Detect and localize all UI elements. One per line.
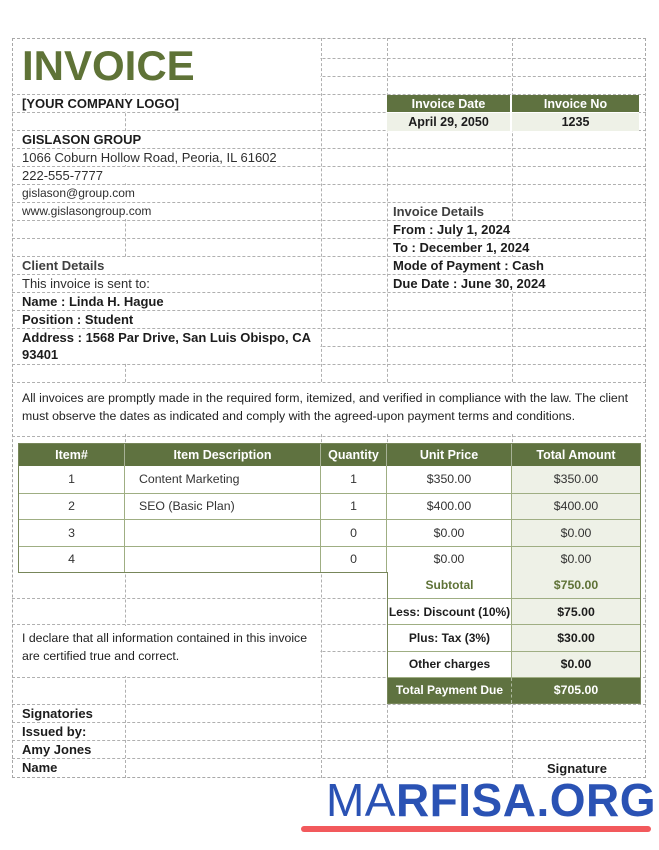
invoice-details-mode: Mode of Payment : Cash [388, 257, 645, 273]
col-header-quantity: Quantity [321, 444, 387, 466]
company-website: www.gislasongroup.com [13, 203, 320, 219]
item-quantity: 0 [321, 547, 387, 573]
company-address: 1066 Coburn Hollow Road, Peoria, IL 61602 [13, 149, 320, 165]
col-header-description: Item Description [125, 444, 321, 466]
table-row [19, 519, 640, 546]
item-unit-price: $400.00 [387, 494, 512, 520]
invoice-details-heading: Invoice Details [388, 203, 508, 219]
declaration-text: I declare that all information contained in this invoice are certified true and correct. [13, 626, 320, 676]
item-number: 1 [19, 466, 125, 493]
item-total-amount: $0.00 [512, 547, 640, 573]
gridline-horizontal [12, 436, 646, 437]
name-label: Name [13, 759, 123, 775]
summary-row-other-charges [388, 651, 640, 677]
item-description: SEO (Basic Plan) [125, 494, 321, 520]
gridline-horizontal [12, 382, 646, 383]
footer-logo-underline [301, 826, 651, 832]
col-header-unit-price: Unit Price [387, 444, 512, 466]
footer-logo-text-ma: MA [325, 774, 396, 826]
invoice-no-value: 1235 [512, 113, 639, 131]
issued-by-label: Issued by: [13, 723, 123, 739]
discount-label: Less: Discount (10%) [388, 599, 512, 624]
summary-row-tax [388, 624, 640, 650]
invoice-meta-table [387, 95, 641, 131]
company-email: gislason@group.com [13, 185, 320, 201]
client-address [13, 329, 320, 363]
other-charges-label: Other charges [388, 652, 512, 677]
invoice-date-header: Invoice Date [387, 95, 512, 113]
table-row [19, 493, 640, 520]
summary-row-total-due [388, 677, 640, 703]
terms-paragraph: All invoices are promptly made in the required form, itemized, and verified in compliance with the law. The client must observe the dates as indicated and comply with the agreed-upon payment terms and conditions. [13, 384, 645, 434]
client-details-heading: Client Details [13, 257, 320, 273]
footer-logo-text-rfisa: RFISA [395, 774, 537, 826]
item-unit-price: $0.00 [387, 547, 512, 573]
invoice-details-due: Due Date : June 30, 2024 [388, 275, 645, 291]
item-quantity: 0 [321, 520, 387, 546]
item-description [125, 520, 321, 546]
other-charges-value: $0.00 [512, 652, 640, 677]
client-position: Position : Student [13, 311, 320, 327]
items-table [18, 443, 641, 573]
items-table-header-row [19, 444, 640, 466]
invoice-details-to: To : December 1, 2024 [388, 239, 645, 255]
item-number: 2 [19, 494, 125, 520]
item-number: 3 [19, 520, 125, 546]
item-unit-price: $350.00 [387, 466, 512, 493]
item-total-amount: $350.00 [512, 466, 640, 493]
item-number: 4 [19, 547, 125, 573]
subtotal-value: $750.00 [512, 572, 640, 598]
summary-row-discount [388, 598, 640, 624]
footer-brand-logo [296, 774, 656, 824]
summary-table [387, 572, 641, 704]
company-logo-placeholder: [YOUR COMPANY LOGO] [13, 95, 320, 111]
table-row [19, 466, 640, 493]
item-description: Content Marketing [125, 466, 321, 493]
issuer-name: Amy Jones [13, 741, 123, 757]
company-name: GISLASON GROUP [13, 131, 320, 147]
invoice-no-header: Invoice No [512, 95, 639, 113]
gridline-horizontal [12, 364, 646, 365]
col-header-total-amount: Total Amount [536, 448, 616, 462]
signature-label: Signature [547, 760, 607, 776]
item-quantity: 1 [321, 494, 387, 520]
item-unit-price: $0.00 [387, 520, 512, 546]
discount-value: $75.00 [512, 599, 640, 624]
tax-value: $30.00 [512, 625, 640, 650]
client-address-line1: Address : 1568 Par Drive, San Luis Obispo, CA [22, 330, 311, 345]
client-address-line2: 93401 [22, 347, 59, 362]
subtotal-label: Subtotal [388, 572, 512, 598]
summary-row-subtotal [388, 572, 640, 598]
footer-logo-text-org: .ORG [536, 774, 656, 826]
page-title: INVOICE [13, 39, 320, 93]
invoice-details-from: From : July 1, 2024 [388, 221, 645, 237]
invoice-date-value: April 29, 2050 [387, 113, 512, 131]
table-row [19, 546, 640, 573]
company-phone: 222-555-7777 [13, 167, 320, 183]
item-quantity: 1 [321, 466, 387, 493]
item-description [125, 547, 321, 573]
item-total-amount: $0.00 [512, 520, 640, 546]
client-intro: This invoice is sent to: [13, 275, 320, 291]
tax-label: Plus: Tax (3%) [388, 625, 512, 650]
total-due-value: $705.00 [512, 678, 640, 703]
item-total-amount: $400.00 [512, 494, 640, 520]
total-due-label: Total Payment Due [388, 678, 512, 703]
client-name: Name : Linda H. Hague [13, 293, 320, 309]
col-header-item: Item# [19, 444, 125, 466]
signatories-label: Signatories [13, 705, 123, 721]
